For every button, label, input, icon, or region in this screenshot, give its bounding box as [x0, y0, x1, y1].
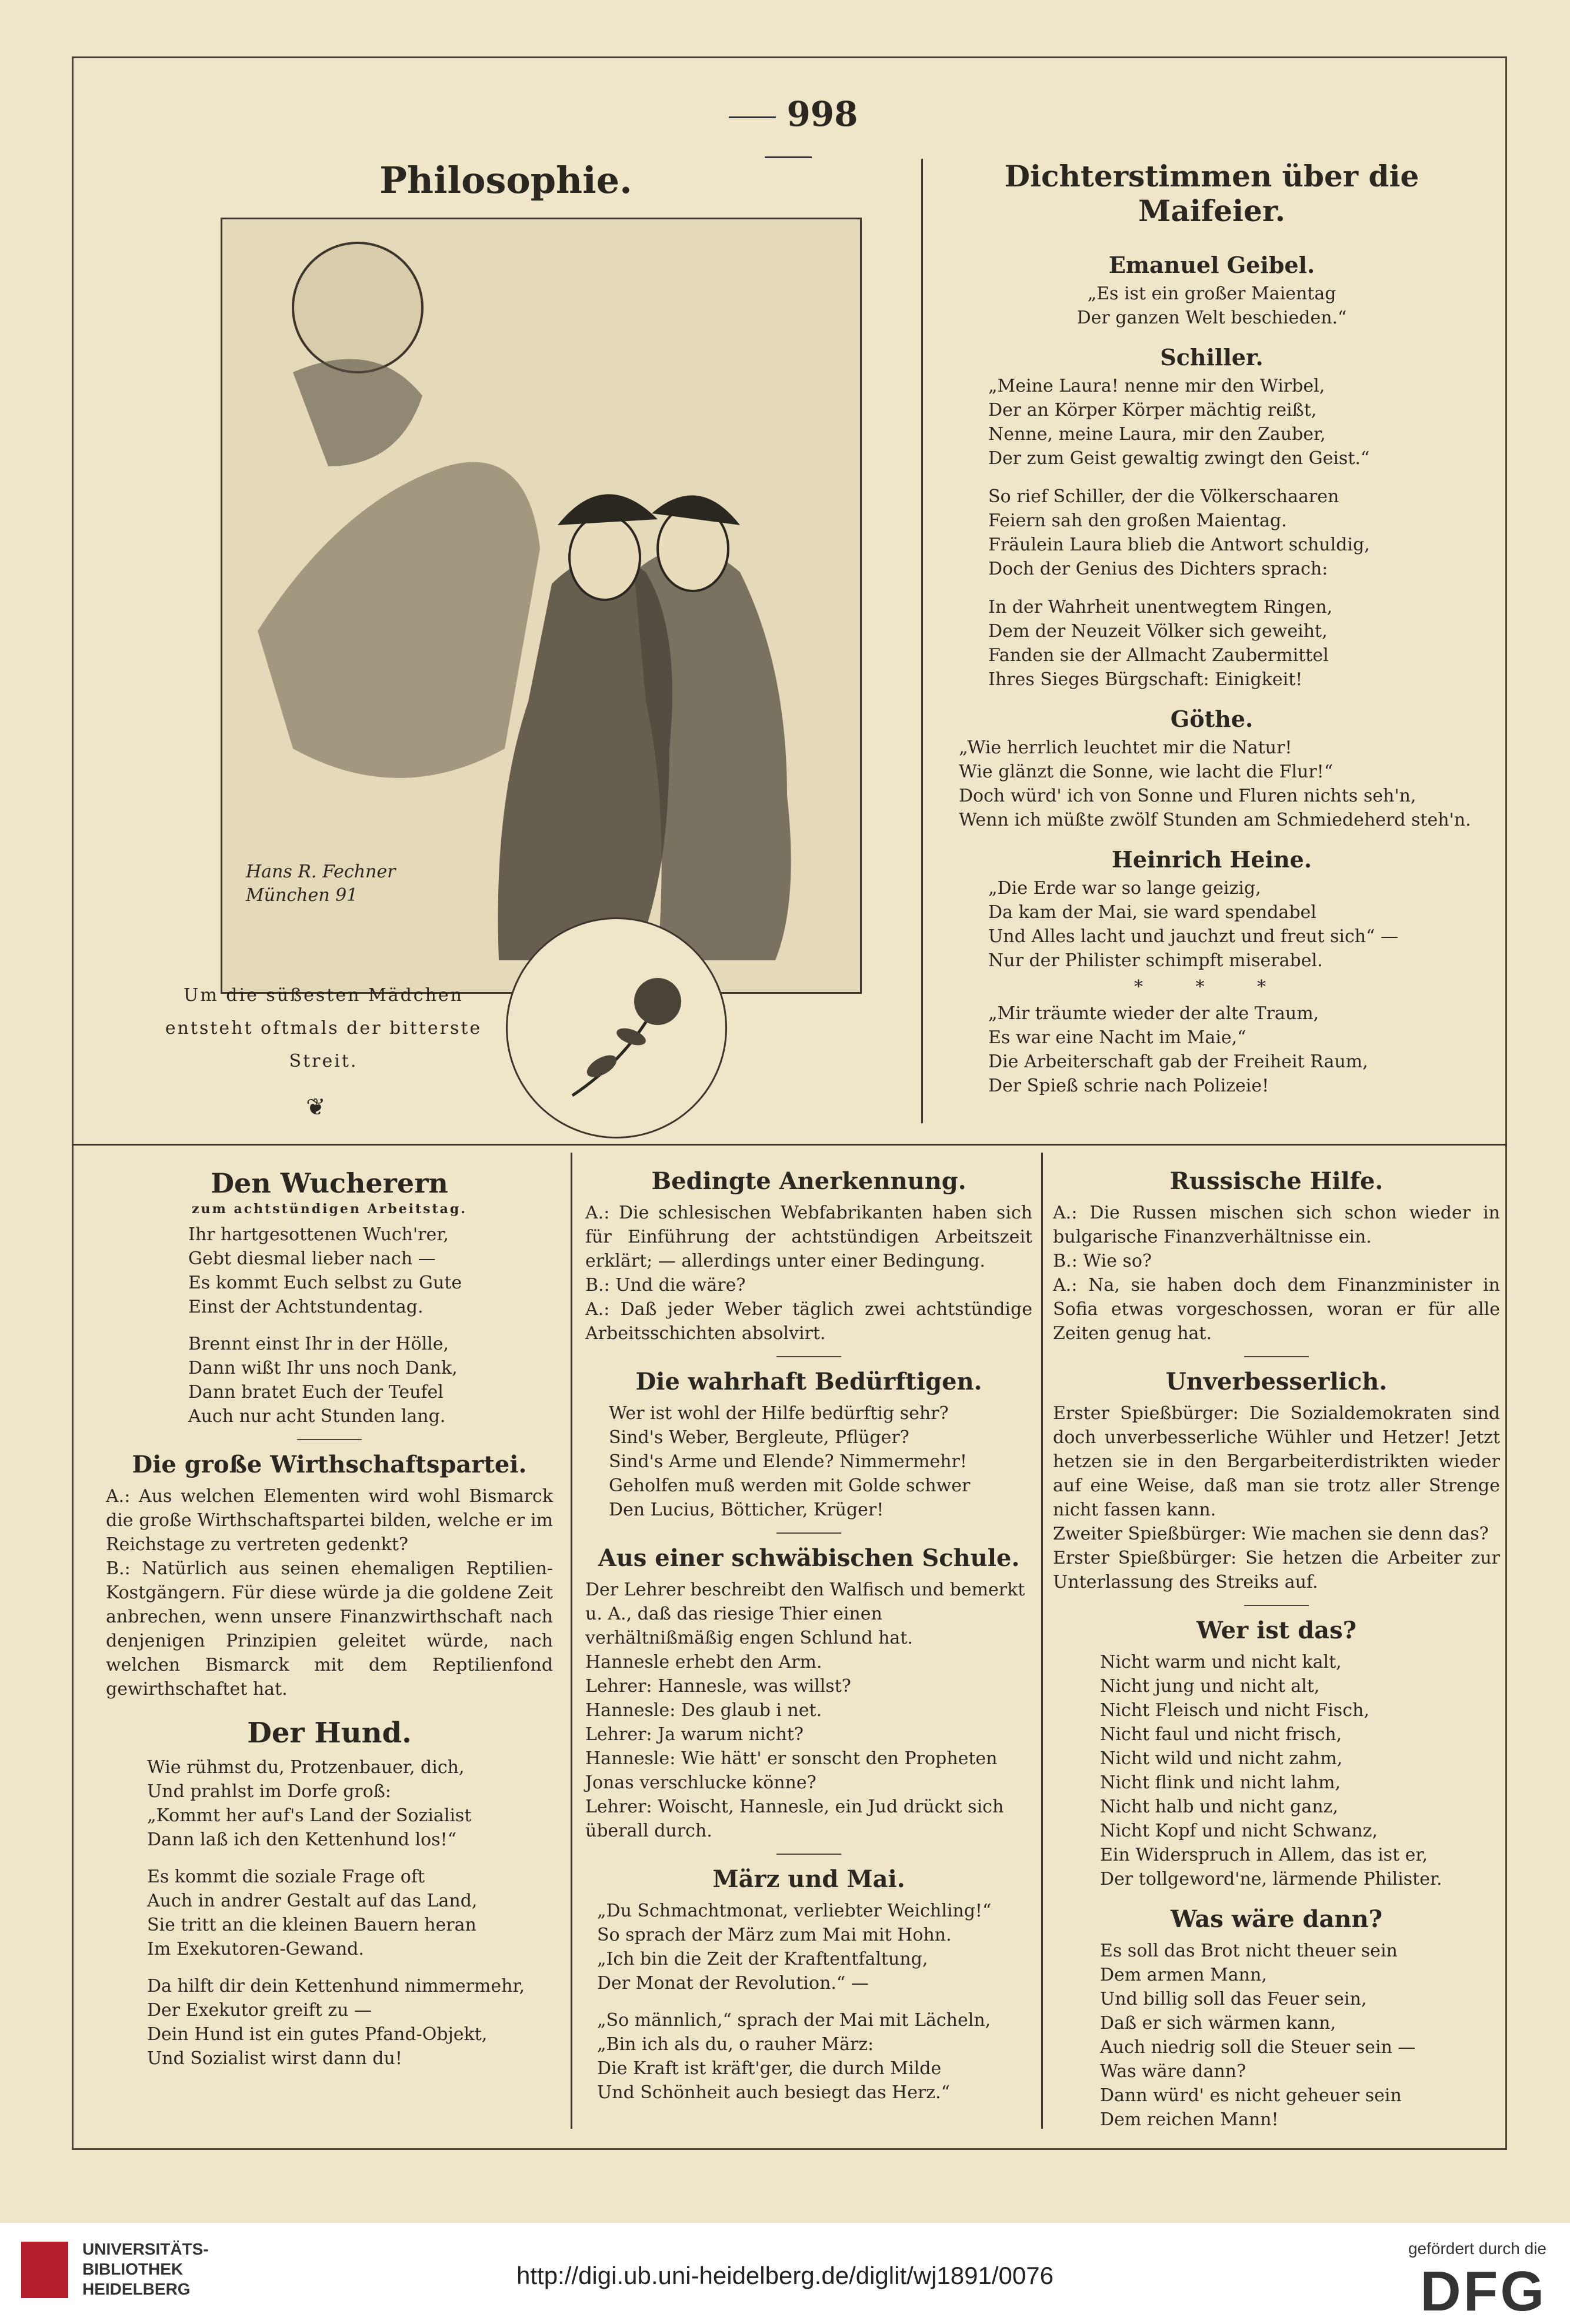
bedingte-title: Bedingte Anerkennung. — [651, 1167, 966, 1195]
rose-medallion — [506, 917, 727, 1138]
wucherer-subtitle: zum achtstündigen Arbeitstag. — [192, 1201, 467, 1217]
separator — [776, 1532, 841, 1534]
goethe-heading: Göthe. — [1170, 706, 1254, 732]
ornament-icon: ❦ — [306, 1094, 326, 1121]
column-3 — [1053, 1167, 1500, 2132]
wirthschaft-text: A.: Aus welchen Elementen wird wohl Bismarck die große Wirthschaftspartei bilden, welche er im Reichstage zu vertreten gedenkt? B.: Natürlich aus seinen ehemaligen Reptilien-Kostgängern. Für diese würde ja die goldene Zeit anbrechen, wenn unsere Finanzwirthschaft nach denjenigen Prinzipien geleitet würde, nach welchen Bismarck mit dem Reptilienfond gewirthschaftet hat. — [106, 1486, 553, 1699]
hund-title: Der Hund. — [247, 1717, 412, 1749]
schiller-para2: In der Wahrheit unentwegtem Ringen, Dem der Neuzeit Völker sich geweiht, Fanden sie der Allmacht Zaubermittel Ihres Sieges Bürgschaft: Einigkeit! — [988, 597, 1333, 690]
unverbesserlich-text: Erster Spießbürger: Die Sozialdemokraten sind doch unverbesserliche Wühler und Hetzer! Jetzt hetzen sie in den Bergarbeiterdistrikten wieder auf eine Weise, daß man sie trotz aller Strenge nicht fassen kann. Zweiter Spießbürger: Wie machen sie denn das? Erster Spießbürger: Sie hetzen die Arbeiter zur Unterlassung des Streiks auf. — [1053, 1403, 1500, 1592]
beduerftig-text: Wer ist wohl der Hilfe bedürftig sehr? Sind's Weber, Bergleute, Pflüger? Sind's Arme und Elende? Nimmermehr! Geholfen muß werden mit Golde schwer Den Lucius, Bötticher, Krüger! — [609, 1403, 971, 1520]
russisch-title: Russische Hilfe. — [1169, 1167, 1384, 1195]
separator — [1244, 1356, 1309, 1357]
wer-text: Nicht warm und nicht kalt, Nicht jung und nicht alt, Nicht Fleisch und nicht Fisch, Nicht faul und nicht frisch, Nicht wild und nicht zahm, Nicht flink und nicht lahm, Nicht halb und nicht ganz, Nicht Kopf und nicht Schwanz, Ein Widerspruch in Allem, das ist er, Der tollgeword'ne, lärmende Philister. — [1100, 1652, 1442, 1889]
goethe-text: „Wie herrlich leuchtet mir die Natur! Wie glänzt die Sonne, wie lacht die Flur!“ Doch würd' ich von Sonne und Fluren nichts seh'n, Wenn ich müßte zwölf Stunden am Schmiedeherd steh'n. — [959, 737, 1471, 830]
column-2 — [585, 1167, 1032, 2105]
page-number: 998 — [694, 94, 882, 174]
separator — [1244, 1605, 1309, 1606]
unverbesserlich-title: Unverbesserlich. — [1165, 1368, 1388, 1395]
dfg-logo: DFG — [1420, 2260, 1546, 2323]
schiller-quote: „Meine Laura! nenne mir den Wirbel, Der an Körper Körper mächtig reißt, Nenne, meine Laura, mir den Zauber, Der zum Geist gewaltig zwingt den Geist.“ — [988, 376, 1370, 469]
wucherer-verse2: Brennt einst Ihr in der Hölle, Dann wißt Ihr uns noch Dank, Dann bratet Euch der Teufel Auch nur acht Stunden lang. — [188, 1334, 458, 1427]
hund-verse1: Wie rühmst du, Protzenbauer, dich, Und prahlst im Dorfe groß: „Kommt her auf's Land der Sozialist Dann laß ich den Kettenhund los!“ — [147, 1757, 472, 1850]
illustration-signature: Hans R. Fechner München 91 — [246, 862, 396, 906]
illustration-philosophie — [221, 218, 862, 994]
geibel-heading: Emanuel Geibel. — [1108, 252, 1315, 278]
heine-text1: „Die Erde war so lange geizig, Da kam der Mai, sie ward spendabel Und Alles lacht und jauchzt und freut sich“ — Nur der Philister schimpft miserabel. — [988, 878, 1398, 971]
maerz-verse2: „So männlich,“ sprach der Mai mit Lächeln, „Bin ich als du, o rauher März: Die Kraft ist kräft'ger, die durch Milde Und Schönheit auch besiegt das Herz.“ — [597, 2010, 991, 2103]
bedingte-text: A.: Die schlesischen Webfabrikanten haben sich für Einführung der achtstündigen Arbeitszeit erklärt; — allerdings unter einer Bedingung. B.: Und die wäre? A.: Daß jeder Weber täglich zwei achtstündige Arbeitsschichten absolvirt. — [585, 1203, 1032, 1344]
schule-title: Aus einer schwäbischen Schule. — [598, 1544, 1020, 1572]
schiller-para1: So rief Schiller, der die Völkerschaaren Feiern sah den großen Maientag. Fräulein Laura blieb die Antwort schuldig, Doch der Genius des Dichters sprach: — [988, 486, 1370, 579]
geibel-text: „Es ist ein großer Maientag Der ganzen Welt beschieden.“ — [1076, 283, 1347, 328]
column-divider-2 — [1041, 1153, 1043, 2129]
heine-text2: „Mir träumte wieder der alte Traum, Es war eine Nacht im Maie,“ Die Arbeiterschaft gab der Freiheit Raum, Der Spieß schrie nach Polizeie! — [988, 1003, 1368, 1096]
philosophie-title: Philosophie. — [379, 159, 632, 202]
column-divider-top — [921, 159, 923, 1123]
dichterstimmen-title: Dichterstimmen über die Maifeier. — [1004, 159, 1419, 228]
waere-text: Es soll das Brot nicht theuer sein Dem armen Mann, Und billig soll das Feuer sein, Daß er sich wärmen kann, Auch niedrig soll die Steuer sein — Was wäre dann? Dann würd' es nicht geheuer sein Dem reichen Mann! — [1100, 1941, 1416, 2130]
heine-heading: Heinrich Heine. — [1111, 846, 1312, 873]
separator — [776, 1356, 841, 1357]
dichterstimmen-section — [941, 159, 1482, 1098]
separator — [297, 1439, 362, 1440]
wer-title: Wer ist das? — [1196, 1617, 1357, 1644]
schule-text: Der Lehrer beschreibt den Walfisch und bemerkt u. A., daß das riesige Thier einen verhältnißmäßig engen Schlund hat. Hannesle erhebt den Arm. Lehrer: Hannesle, was willst? Hannesle: Des glaub i net. Lehrer: Ja warum nicht? Hannesle: Wie hätt' er sonscht den Propheten Jonas verschlucke könne? Lehrer: Woischt, Hannesle, ein Jud drückt sich überall durch. — [585, 1580, 1025, 1841]
library-name: UNIVERSITÄTS- BIBLIOTHEK HEIDELBERG — [82, 2240, 209, 2298]
maerz-verse1: „Du Schmachtmonat, verliebter Weichling!“ So sprach der März zum Mai mit Hohn. „Ich bin die Zeit der Kraftentfaltung, Der Monat der Revolution.“ — — [597, 1901, 992, 1994]
footer-bar — [0, 2223, 1570, 2324]
hund-verse2: Es kommt die soziale Frage oft Auch in andrer Gestalt auf das Land, Sie tritt an die kleinen Bauern heran Im Exekutoren-Gewand. — [147, 1866, 478, 1959]
waere-title: Was wäre dann? — [1170, 1905, 1383, 1933]
rose-icon — [508, 919, 725, 1137]
heine-stars: * * * — [1134, 977, 1290, 997]
wucherer-verse1: Ihr hartgesottenen Wuch'rer, Gebt diesmal lieber nach — Es kommt Euch selbst zu Gute Einst der Achtstundentag. — [188, 1224, 462, 1317]
hund-verse3: Da hilft dir dein Kettenhund nimmermehr, Der Exekutor greift zu — Dein Hund ist ein gutes Pfand-Objekt, Und Sozialist wirst dann du! — [147, 1976, 525, 2069]
column-1 — [106, 1167, 553, 2071]
separator — [776, 1854, 841, 1855]
russisch-text: A.: Die Russen mischen sich schon wieder in bulgarische Finanzverhältnisse ein. B.: Wie so? A.: Na, sie haben doch dem Finanzminister in Sofia etwas vorgeschossen, woran er für alle Zeiten genug hat. — [1053, 1203, 1500, 1344]
schiller-heading: Schiller. — [1160, 344, 1264, 370]
funded-by-label: gefördert durch die — [1408, 2239, 1546, 2258]
wucherer-title: Den Wucherern — [211, 1167, 448, 1199]
maerz-title: März und Mai. — [712, 1865, 905, 1893]
section-rule — [72, 1144, 1507, 1146]
column-divider-1 — [571, 1153, 572, 2129]
illustration-caption: Um die süßesten Mädchen entsteht oftmals der bitterste Streit. — [165, 985, 482, 1071]
source-url[interactable]: http://digi.ub.uni-heidelberg.de/diglit/wj1891/0076 — [516, 2262, 1054, 2289]
beduerftig-title: Die wahrhaft Bedürftigen. — [635, 1368, 982, 1395]
wirthschaft-title: Die große Wirthschaftspartei. — [132, 1451, 527, 1478]
